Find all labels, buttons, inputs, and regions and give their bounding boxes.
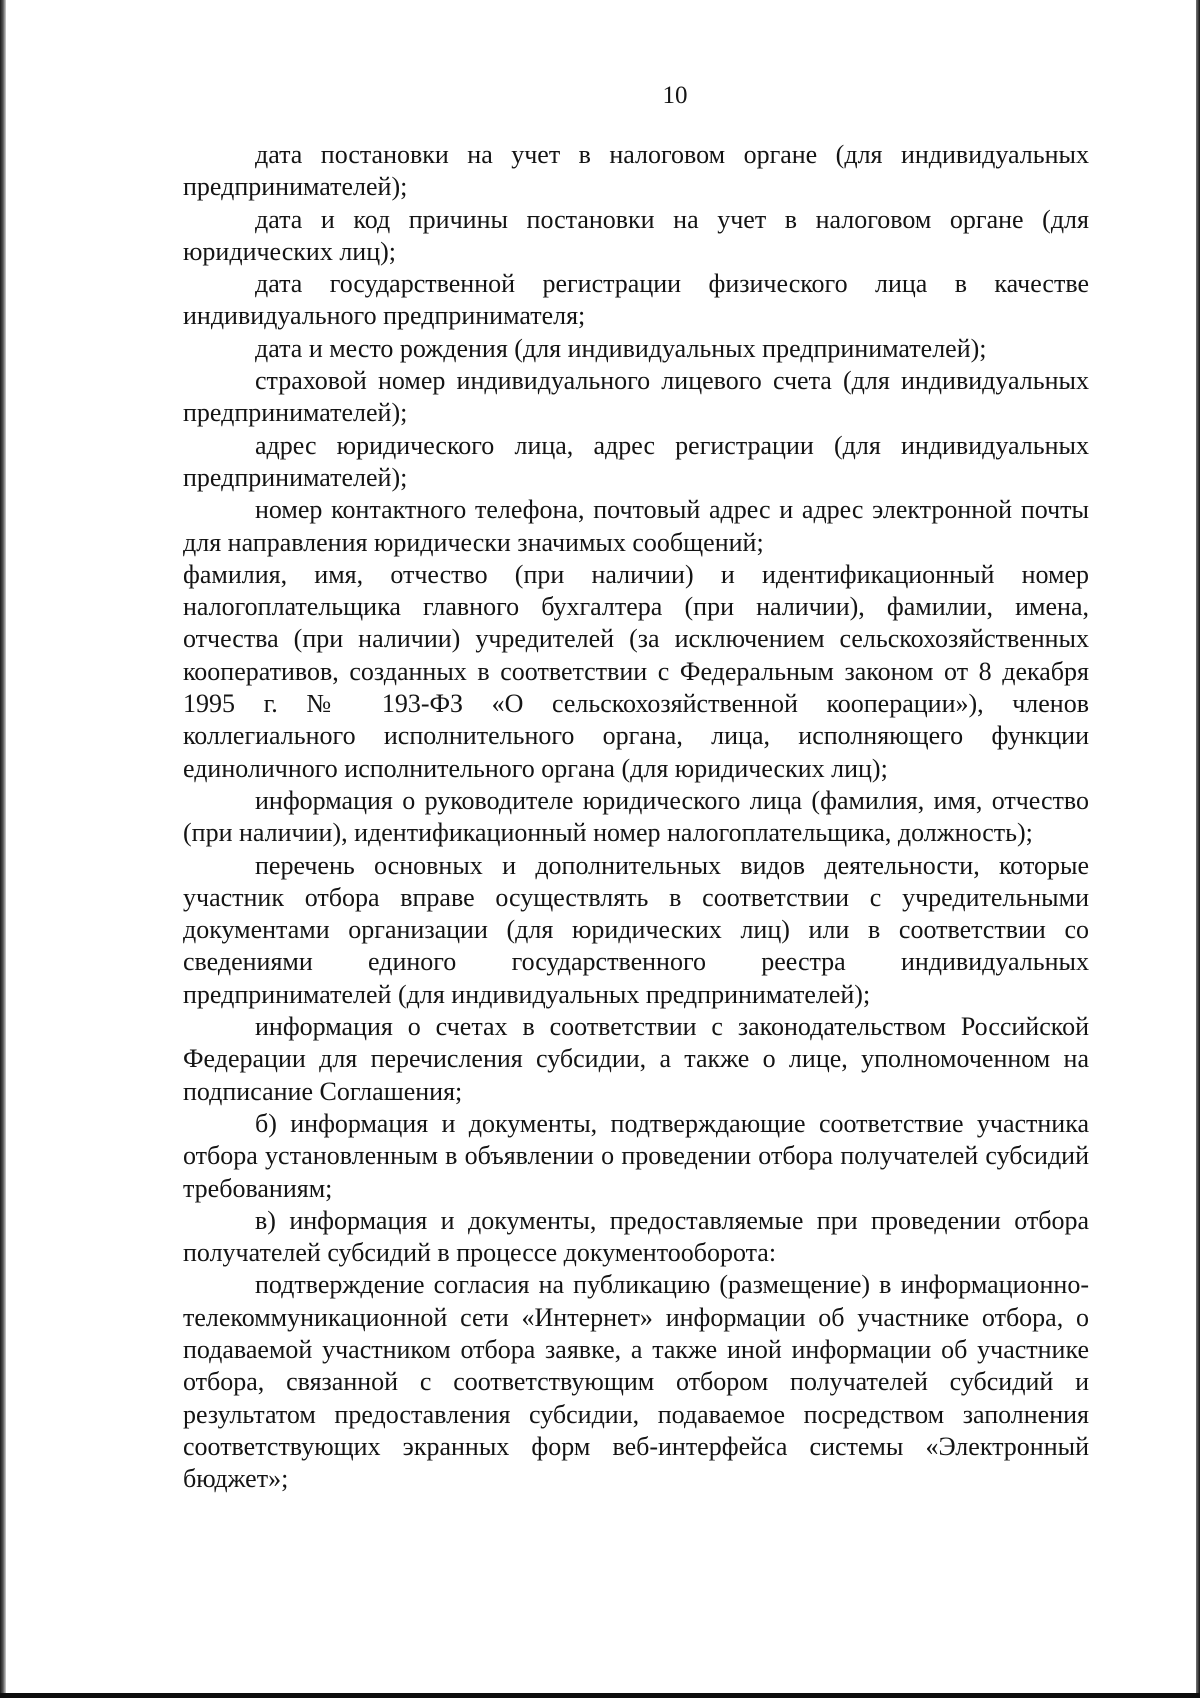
scan-edge-right	[1196, 0, 1200, 1698]
paragraph-contacts: номер контактного телефона, почтовый адрес и адрес электронной почты для направления юридически значимых сообщений;	[183, 495, 1089, 557]
paragraph-kpp-date: дата и код причины постановки на учет в налоговом органе (для юридических лиц);	[183, 204, 1089, 266]
paragraph-tax-registration-date: дата постановки на учет в налоговом органе (для индивидуальных предпринимателей);	[183, 140, 1089, 202]
page-number: 10	[662, 82, 688, 109]
paragraph-activities: перечень основных и дополнительных видов деятельности, которые участник отбора вправе осуществлять в соответствии с учредительными документами организации (для юридических лиц) или в соответствии со сведениями единого государственного реестра индивидуальных предпринимателей (для индивидуальных предпринимателей);	[183, 850, 1089, 1009]
paragraph-head-info: информация о руководителе юридического лица (фамилия, имя, отчество (при наличии), идентификационный номер налогоплательщика, должность);	[183, 785, 1089, 848]
paragraph-item-v: в) информация и документы, предоставляемые при проведении отбора получателей субсидий в процессе документооборота:	[183, 1205, 1089, 1268]
paragraph-accounts: информация о счетах в соответствии с законодательством Российской Федерации для перечисления субсидии, а также о лице, уполномоченном на подписание Соглашения;	[183, 1012, 1089, 1106]
paragraph-address: адрес юридического лица, адрес регистрации (для индивидуальных предпринимателей);	[183, 430, 1089, 492]
paragraph-consent-publication: подтверждение согласия на публикацию (размещение) в информационно-телекоммуникационной сети «Интернет» информации об участнике отбора, о подаваемой участником отбора заявке, а также иной информации об участнике отбора, связанной с соответствующим отбором получателей субсидий и результатом предоставления субсидии, подаваемое посредством заполнения соответствующих экранных форм веб-интерфейса системы «Электронный бюджет»;	[183, 1270, 1089, 1494]
paragraph-item-b: б) информация и документы, подтверждающие соответствие участника отбора установленным в объявлении о проведении отбора получателей субсидий требованиям;	[183, 1108, 1089, 1203]
document-body	[183, 139, 1089, 1495]
scan-edge-bottom	[0, 1693, 1200, 1698]
paragraph-founders-accountant: фамилия, имя, отчество (при наличии) и идентификационный номер налогоплательщика главного бухгалтера (при наличии), фамилии, имена, отчества (при наличии) учредителей (за исключением сельскохозяйственных кооперативов, созданных в соответствии с Федеральным законом от 8 декабря 1995 г. № 193-ФЗ «О сельскохозяйственной кооперации»), членов коллегиального исполнительного органа, лица, исполняющего функции единоличного исполнительного органа (для юридических лиц);	[183, 559, 1089, 783]
paragraph-state-registration-date: дата государственной регистрации физического лица в качестве индивидуального предпринимателя;	[183, 269, 1089, 331]
paragraph-birth-date-place: дата и место рождения (для индивидуальных предпринимателей);	[255, 333, 987, 363]
paragraph-snils: страховой номер индивидуального лицевого счета (для индивидуальных предпринимателей);	[183, 366, 1089, 428]
scan-edge-left	[0, 0, 6, 1698]
